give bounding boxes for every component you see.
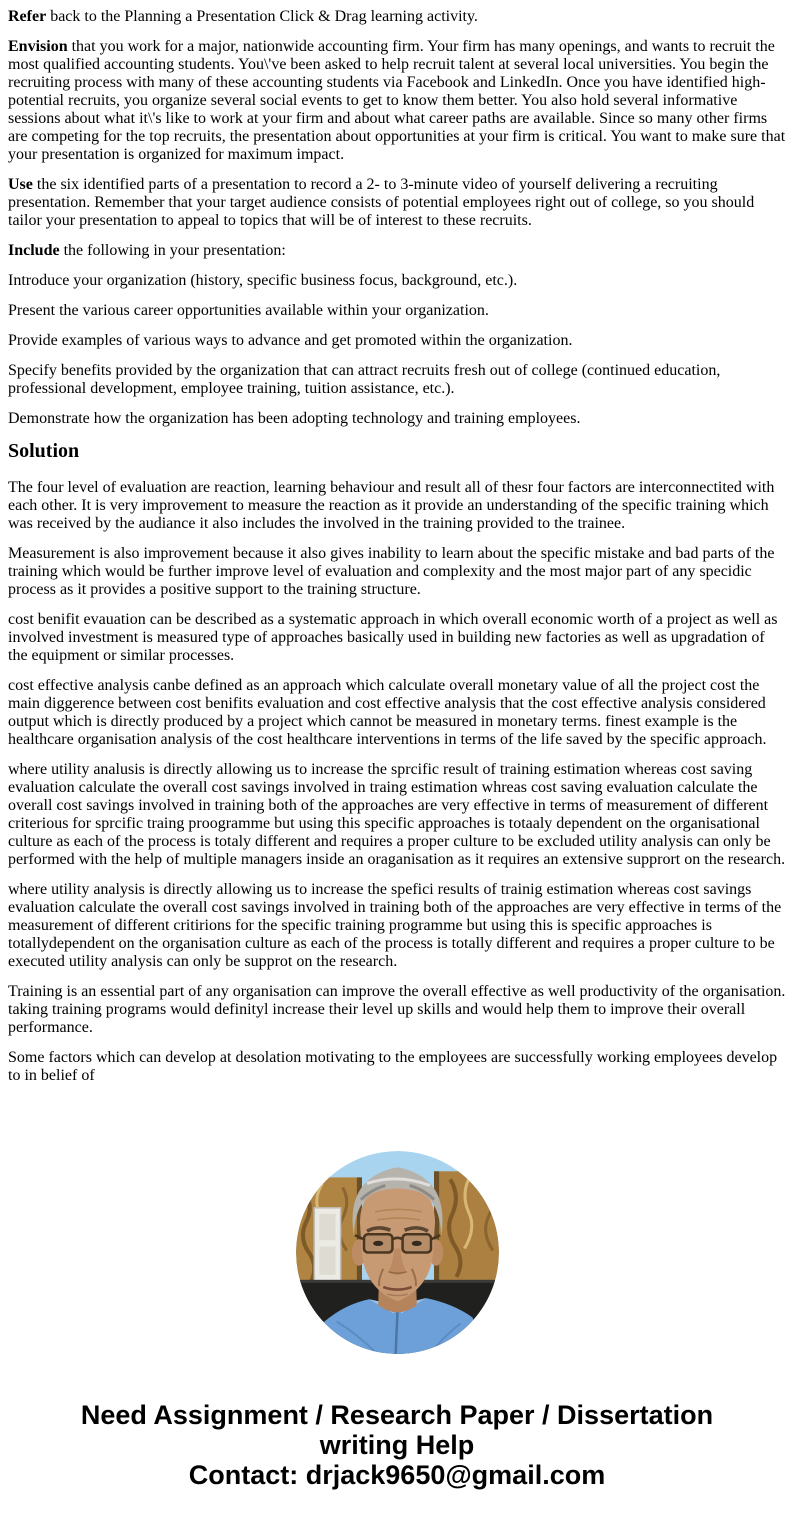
footer-line-2: writing Help <box>319 1430 475 1460</box>
solution-paragraph-clipped: Some factors which can develop at desolation motivating to the employees are successfully working employees develop to in belief of <box>8 1049 778 1084</box>
paragraph-text: back to the Planning a Presentation Click & Drag learning activity. <box>46 8 478 25</box>
solution-paragraph: cost effective analysis canbe defined as an approach which calculate overall monetary value of all the project cost the main diggerence between cost benifits evaluation and cost effective analysis that the cost effective analysis considered output which is directly produced by a project which cannot be measured in monetary terms. finest example is the healthcare organisation analysis of the cost healthcare interventions in terms of the life saved by the specific approach. <box>8 677 767 748</box>
profile-photo <box>296 1151 499 1354</box>
requirement-item: Introduce your organization (history, specific business focus, background, etc.). <box>8 272 518 289</box>
solution-heading: Solution <box>8 440 80 462</box>
paragraph-text: the six identified parts of a presentation to record a 2- to 3-minute video of yourself delivering a recruiting presentation. Remember that your target audience consists of potential employees right out of college, so you should tailor your presentation to appeal to topics that will be of interest to these recruits. <box>8 176 755 229</box>
requirement-item: Present the various career opportunities available within your organization. <box>8 302 489 319</box>
footer-banner <box>0 1400 794 1490</box>
solution-paragraph: where utility analusis is directly allowing us to increase the sprcific result of training estimation whereas cost saving evaluation calculate the overall cost savings involved in traing estimation whreas cost saving evaluation calculate the overall cost savings involved in training both of the approaches are very effective in terms of measurement of different criterious for sprcific traing proogramme but using this specific approaches is totaaly dependent on the organisational culture as each of the process is totaly different and requires a proper culture to be excluded utility analysis can only be performed with the help of multiple managers inside an oraganisation as it requires an extensive supprort on the research. <box>8 761 786 868</box>
requirement-item: Demonstrate how the organization has been adopting technology and training employees. <box>8 410 581 427</box>
paragraph-refer <box>8 8 786 26</box>
solution-paragraph: where utility analysis is directly allowing us to increase the spefici results of trainig estimation whereas cost savings evaluation calculate the overall cost savings involved in training both of the approaches are very effective in terms of the measurement of different critirions for the specific training programme but using this is specific approaches is totallydependent on the organisation culture as each of the process is totally different and requires a proper culture to be executed utility analysis can only be supprot on the research. <box>8 881 782 970</box>
solution-paragraph: Measurement is also improvement because it also gives inability to learn about the specific mistake and bad parts of the training which would be further improve level of evaluation and complexity and the most major part of any specidic process as it provides a positive support to the training structure. <box>8 545 775 598</box>
lead-word: Refer <box>8 8 47 25</box>
footer-contact-email: Contact: drjack9650@gmail.com <box>188 1460 606 1490</box>
photo-section <box>0 1151 794 1354</box>
paragraph-text: the following in your presentation: <box>59 242 286 259</box>
paragraph-include <box>8 242 786 260</box>
requirement-item: Provide examples of various ways to advance and get promoted within the organization. <box>8 332 573 349</box>
solution-paragraph: The four level of evaluation are reaction, learning behaviour and result all of thesr four factors are interconnectited with each other. It is very improvement to measure the reaction as it provide an understanding of the specific training which was received by the audiance it also includes the involved in the training provided to the trainee. <box>8 479 775 532</box>
lead-word: Envision <box>8 38 68 55</box>
paragraph-envision <box>8 38 786 164</box>
footer-line-1: Need Assignment / Research Paper / Dissertation <box>80 1400 714 1430</box>
solution-paragraph: cost benifit evauation can be described as a systematic approach in which overall economic worth of a project as well as involved investment is measured type of approaches basically used in building new factories as well as upgradation of the equipment or similar processes. <box>8 611 778 664</box>
requirement-item: Specify benefits provided by the organization that can attract recruits fresh out of college (continued education, professional development, employee training, tuition assistance, etc.). <box>8 362 721 397</box>
lead-word: Include <box>8 242 60 259</box>
solution-paragraph: Training is an essential part of any organisation can improve the overall effective as well productivity of the organisation. taking training programs would definityl increase their level up skills and would help them to improve their overall performance. <box>8 983 786 1036</box>
paragraph-use <box>8 176 786 230</box>
profile-photo-illustration <box>296 1151 499 1354</box>
document-body <box>8 8 786 1124</box>
paragraph-text: that you work for a major, nationwide accounting firm. Your firm has many openings, and wants to recruit the most qualified accounting students. You\'ve been asked to help recruit talent at several local universities. You begin the recruiting process with many of these accounting students via Facebook and LinkedIn. Once you have identified high-potential recruits, you organize several social events to get to know them better. You also hold several informative sessions about what it\'s like to work at your firm and about what career paths are available. Since so many other firms are competing for the top recruits, the presentation about opportunities at your firm is critical. You want to make sure that your presentation is organized for maximum impact. <box>8 38 786 163</box>
lead-word: Use <box>8 176 33 193</box>
